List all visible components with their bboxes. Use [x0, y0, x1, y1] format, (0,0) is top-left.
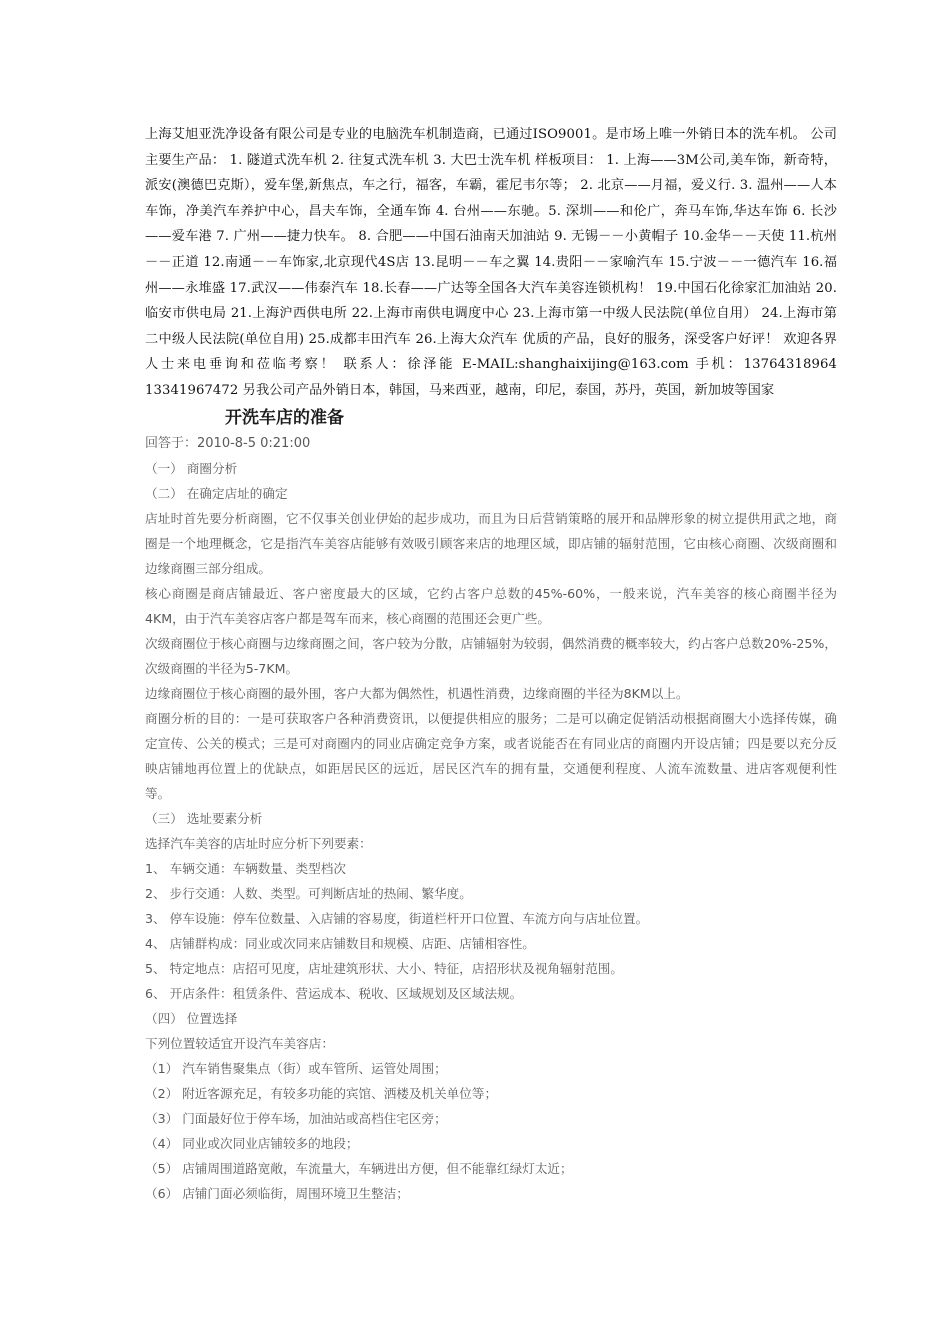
list-item-location: （5） 店铺周围道路宽敞，车流量大，车辆进出方便，但不能靠红绿灯太近；	[145, 1160, 573, 1176]
list-item-location: （4） 同业或次同业店铺较多的地段；	[145, 1135, 359, 1151]
paragraph-factors-intro: 选择汽车美容的店址时应分析下列要素：	[145, 835, 372, 851]
list-item-factor: 5、 特定地点：店招可见度，店址建筑形状、大小、特征，店招形状及视角辐射范围。	[145, 960, 623, 976]
list-item-factor: 6、 开店条件：租赁条件、营运成本、税收、区域规划及区域法规。	[145, 985, 523, 1001]
paragraph-shop-location: 店址时首先要分析商圈，它不仅事关创业伊始的起步成功，而且为日后营销策略的展开和品牌形象的树立提供用武之地，商圈是一个地理概念，它是指汽车美容店能够有效吸引顾客来店的地理区域，即店铺的辐射范围，它由核心商圈、次级商圈和边缘商圈三部分组成。	[145, 510, 837, 576]
section-heading-1: （一） 商圈分析	[145, 460, 238, 476]
paragraph-core-area: 核心商圈是商店铺最近、客户密度最大的区域，它约占客户总数的45%-60%，一般来说，汽车美容的核心商圈半径为4KM，由于汽车美容店客户都是驾车而来，核心商圈的范围还会更广些。	[145, 585, 837, 626]
section-heading-4: （四） 位置选择	[145, 1010, 238, 1026]
list-item-factor: 1、 车辆交通：车辆数量、类型档次	[145, 860, 346, 876]
paragraph-secondary-area: 次级商圈位于核心商圈与边缘商圈之间，客户较为分散，店铺辐射为较弱，偶然消费的概率较大，约占客户总数20%-25%，次级商圈的半径为5-7KM。	[145, 635, 837, 676]
document-page	[145, 122, 837, 1206]
list-item-location: （2） 附近客源充足，有较多功能的宾馆、洒楼及机关单位等；	[145, 1085, 498, 1101]
article-title: 开洗车店的准备	[225, 407, 344, 428]
paragraph-edge-area: 边缘商圈位于核心商圈的最外围，客户大都为偶然性，机遇性消费，边缘商圈的半径为8KM以上。	[145, 685, 689, 701]
list-item-location: （3） 门面最好位于停车场，加油站或高档住宅区旁；	[145, 1110, 447, 1126]
answer-date: 回答于：2010-8-5 0:21:00	[145, 435, 311, 451]
list-item-factor: 3、 停车设施：停车位数量、入店铺的容易度，街道栏杆开口位置、车流方向与店址位置。	[145, 910, 649, 926]
list-item-factor: 2、 步行交通：人数、类型。可判断店址的热闹、繁华度。	[145, 885, 472, 901]
paragraph-locations-intro: 下列位置较适宜开设汽车美容店：	[145, 1035, 334, 1051]
section-heading-2: （二） 在确定店址的确定	[145, 485, 288, 501]
list-item-location: （6） 店铺门面必须临街，周围环境卫生整洁；	[145, 1185, 409, 1201]
list-item-factor: 4、 店铺群构成：同业或次同来店铺数目和规模、店距、店铺相容性。	[145, 935, 535, 951]
company-intro-paragraph: 上海艾旭亚洗净设备有限公司是专业的电脑洗车机制造商，已通过ISO9001。是市场上唯一外销日本的洗车机。 公司主要生产品： 1. 隧道式洗车机 2. 往复式洗车机 3. 大巴士洗车机 样板项目： 1. 上海——3M公司,美车饰，新奇特，派安(澳德巴克斯），爱车堡,新焦点，车之行，福客，车霸，霍尼韦尔等； 2. 北京——月福，爱义行. 3. 温州——人本车饰，净美汽车养护中心，昌夫车饰，全通车饰 4. 台州——东驰。5. 深圳——和伦广，奔马车饰,华达车饰 6. 长沙——爱车港 7. 广州——捷力快车。 8. 合肥——中国石油南天加油站 9. 无锡－－小黄帽子 10.金华－－天使 11.杭州－－正道 12.南通－－车饰家,北京现代4S店 13.昆明－－车之翼 14.贵阳－－家喻汽车 15.宁波－－一德汽车 16.福州——永堆盛 17.武汉——伟泰汽车 18.长春——广达等全国各大汽车美容连锁机构！ 19.中国石化徐家汇加油站 20.临安市供电局 21.上海沪西供电所 22.上海市南供电调度中心 23.上海市第一中级人民法院(单位自用） 24.上海市第二中级人民法院(单位自用) 25.成都丰田汽车 26.上海大众汽车 优质的产品，良好的服务，深受客户好评！ 欢迎各界人士来电垂询和莅临考察！ 联系人：徐泽能 E-MAIL:shanghaixijing@163.com 手机：13764318964 13341967472 另我公司产品外销日本，韩国，马来西亚，越南，印尼，泰国，苏丹，英国，新加坡等国家	[145, 127, 837, 398]
section-heading-3: （三） 选址要素分析	[145, 810, 263, 826]
list-item-location: （1） 汽车销售聚集点（街）或车管所、运管处周围；	[145, 1060, 447, 1076]
paragraph-analysis-purpose: 商圈分析的目的：一是可获取客户各种消费资讯，以便提供相应的服务；二是可以确定促销活动根据商圈大小选择传媒，确定宣传、公关的模式；三是可对商圈内的同业店确定竞争方案，或者说能否在有同业店的商圈内开设店铺；四是要以充分反映店铺地再位置上的优缺点，如距居民区的远近，居民区汽车的拥有量，交通便利程度、人流车流数量、进店客观便利性等。	[145, 710, 837, 801]
